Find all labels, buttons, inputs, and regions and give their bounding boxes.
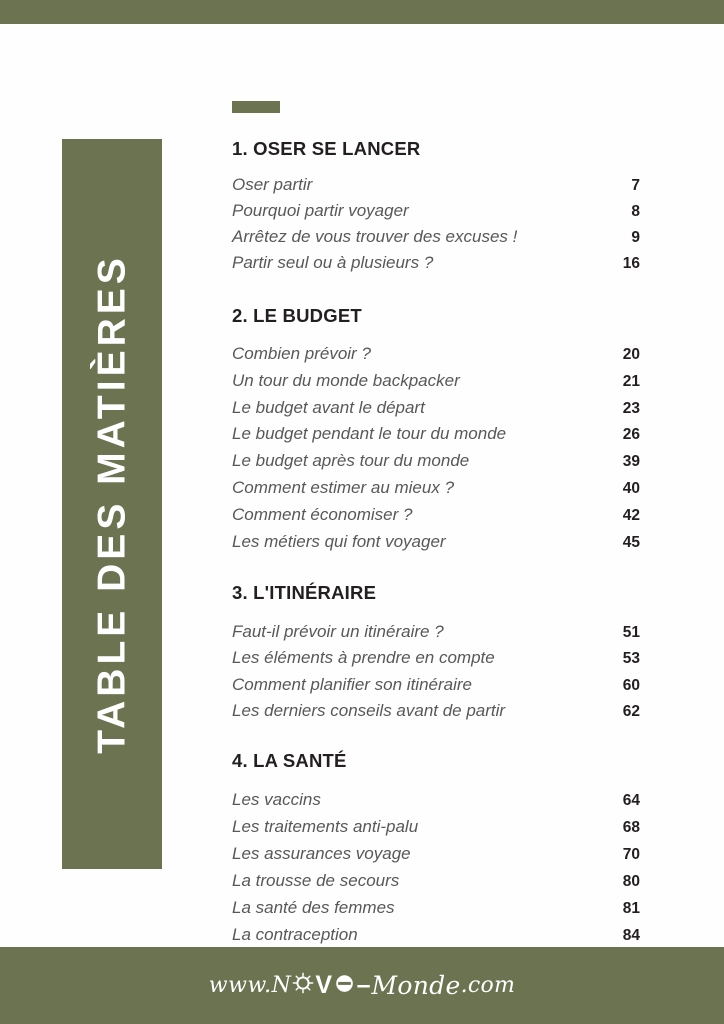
toc-entry-label: Comment économiser ? (232, 504, 413, 524)
toc-entry-label: La contraception (232, 925, 358, 944)
toc-entry-page: 70 (622, 846, 640, 863)
toc-entry[interactable] (232, 698, 640, 724)
toc-entry-page: 84 (622, 927, 640, 944)
toc-entry-page: 8 (631, 202, 640, 220)
toc-entry-page: 16 (622, 254, 640, 272)
toc-entry-label: Partir seul ou à plusieurs ? (232, 252, 434, 272)
toc-entry-page: 20 (622, 346, 640, 363)
footer-logo[interactable] (0, 947, 724, 1024)
wordmark-prefix: www.N (208, 973, 292, 998)
toc-entry-page: 45 (622, 533, 640, 551)
section-heading: 2. LE BUDGET (232, 304, 362, 326)
toc-entry-label: Pourquoi partir voyager (232, 200, 409, 220)
page-title: TABLE DES MATIÈRES (90, 254, 134, 754)
section-entries (232, 619, 640, 725)
globe-icon (334, 973, 355, 999)
toc-entry-label: Les traitements anti-palu (232, 817, 419, 836)
toc-entry-label: Faut-il prévoir un itinéraire ? (232, 621, 444, 641)
toc-entry-label: Le budget pendant le tour du monde (232, 424, 507, 444)
toc-entry[interactable] (232, 645, 640, 671)
wordmark-suffix: .com (460, 973, 516, 998)
toc-entry-label: Le budget avant le départ (232, 397, 425, 417)
toc-entry-label: Un tour du monde backpacker (232, 370, 460, 390)
toc-entry[interactable] (232, 227, 640, 253)
toc-entry-label: Les derniers conseils avant de partir (232, 701, 506, 721)
toc-entry-page: 9 (631, 228, 640, 246)
toc-entry-page: 64 (622, 792, 640, 809)
toc-entry-page: 80 (622, 873, 640, 890)
toc-entry-page: 60 (622, 676, 640, 694)
top-band (0, 0, 724, 24)
section-heading: 1. OSER SE LANCER (232, 138, 421, 159)
toc-entry-page: 81 (622, 900, 640, 917)
section-entries (232, 787, 640, 949)
toc-entry-page: 68 (622, 819, 640, 836)
toc-entry-label: Comment planifier son itinéraire (232, 674, 472, 694)
toc-entry[interactable] (232, 395, 640, 422)
section-heading: 3. L'ITINÉRAIRE (232, 582, 377, 604)
toc-section-1 (232, 140, 640, 279)
toc-entry-page: 21 (622, 372, 640, 390)
toc-entry[interactable] (232, 787, 640, 814)
toc-entry[interactable] (232, 895, 640, 922)
toc-entry[interactable] (232, 529, 640, 556)
toc-entry-page: 51 (622, 623, 640, 641)
wordmark-dash: – (356, 971, 371, 999)
toc-entry[interactable] (232, 368, 640, 395)
vertical-title-bar (62, 139, 162, 869)
toc-entry-label: Le budget après tour du monde (232, 451, 470, 471)
toc-entry[interactable] (232, 201, 640, 227)
toc-entry[interactable] (232, 841, 640, 868)
toc-entry-page: 62 (622, 703, 640, 721)
toc-entry-page: 26 (622, 426, 640, 444)
toc-entry[interactable] (232, 619, 640, 645)
toc-entry-page: 7 (631, 176, 640, 194)
toc-entry-label: Les vaccins (232, 790, 321, 809)
toc-entry[interactable] (232, 868, 640, 895)
accent-rule (232, 101, 280, 113)
toc-entry[interactable] (232, 922, 640, 949)
toc-entry[interactable] (232, 341, 640, 368)
toc-entry-label: Combien prévoir ? (232, 344, 371, 363)
toc-entry[interactable] (232, 421, 640, 448)
site-wordmark (209, 971, 515, 1000)
toc-entry-page: 53 (622, 650, 640, 668)
toc-entry[interactable] (232, 175, 640, 201)
toc-entry-label: Arrêtez de vous trouver des excuses ! (232, 226, 518, 246)
section-entries (232, 341, 640, 555)
toc-entry-label: La santé des femmes (232, 898, 395, 917)
toc-entry-page: 42 (622, 506, 640, 524)
toc-section-3 (232, 584, 640, 724)
toc-entry[interactable] (232, 672, 640, 698)
toc-entry-label: Comment estimer au mieux ? (232, 477, 455, 497)
toc-entry-label: La trousse de secours (232, 871, 400, 890)
section-entries (232, 175, 640, 279)
wordmark-monde: Monde (371, 971, 461, 1000)
toc-section-2 (232, 304, 640, 556)
toc-entry-page: 39 (622, 453, 640, 471)
compass-rose-icon (292, 972, 314, 999)
toc-entry-label: Les métiers qui font voyager (232, 531, 446, 551)
toc-entry[interactable] (232, 814, 640, 841)
toc-section-4 (232, 749, 640, 950)
section-heading: 4. LA SANTÉ (232, 749, 347, 771)
wordmark-letter-v: V (315, 971, 333, 999)
toc-entry[interactable] (232, 253, 640, 279)
toc-entry-label: Oser partir (232, 174, 313, 194)
toc-entry[interactable] (232, 475, 640, 502)
toc-entry[interactable] (232, 502, 640, 529)
toc-entry-label: Les éléments à prendre en compte (232, 648, 495, 668)
toc-entry[interactable] (232, 448, 640, 475)
toc-entry-label: Les assurances voyage (232, 844, 411, 863)
toc-entry-page: 40 (622, 479, 640, 497)
toc-entry-page: 23 (622, 399, 640, 417)
table-of-contents (232, 140, 640, 949)
